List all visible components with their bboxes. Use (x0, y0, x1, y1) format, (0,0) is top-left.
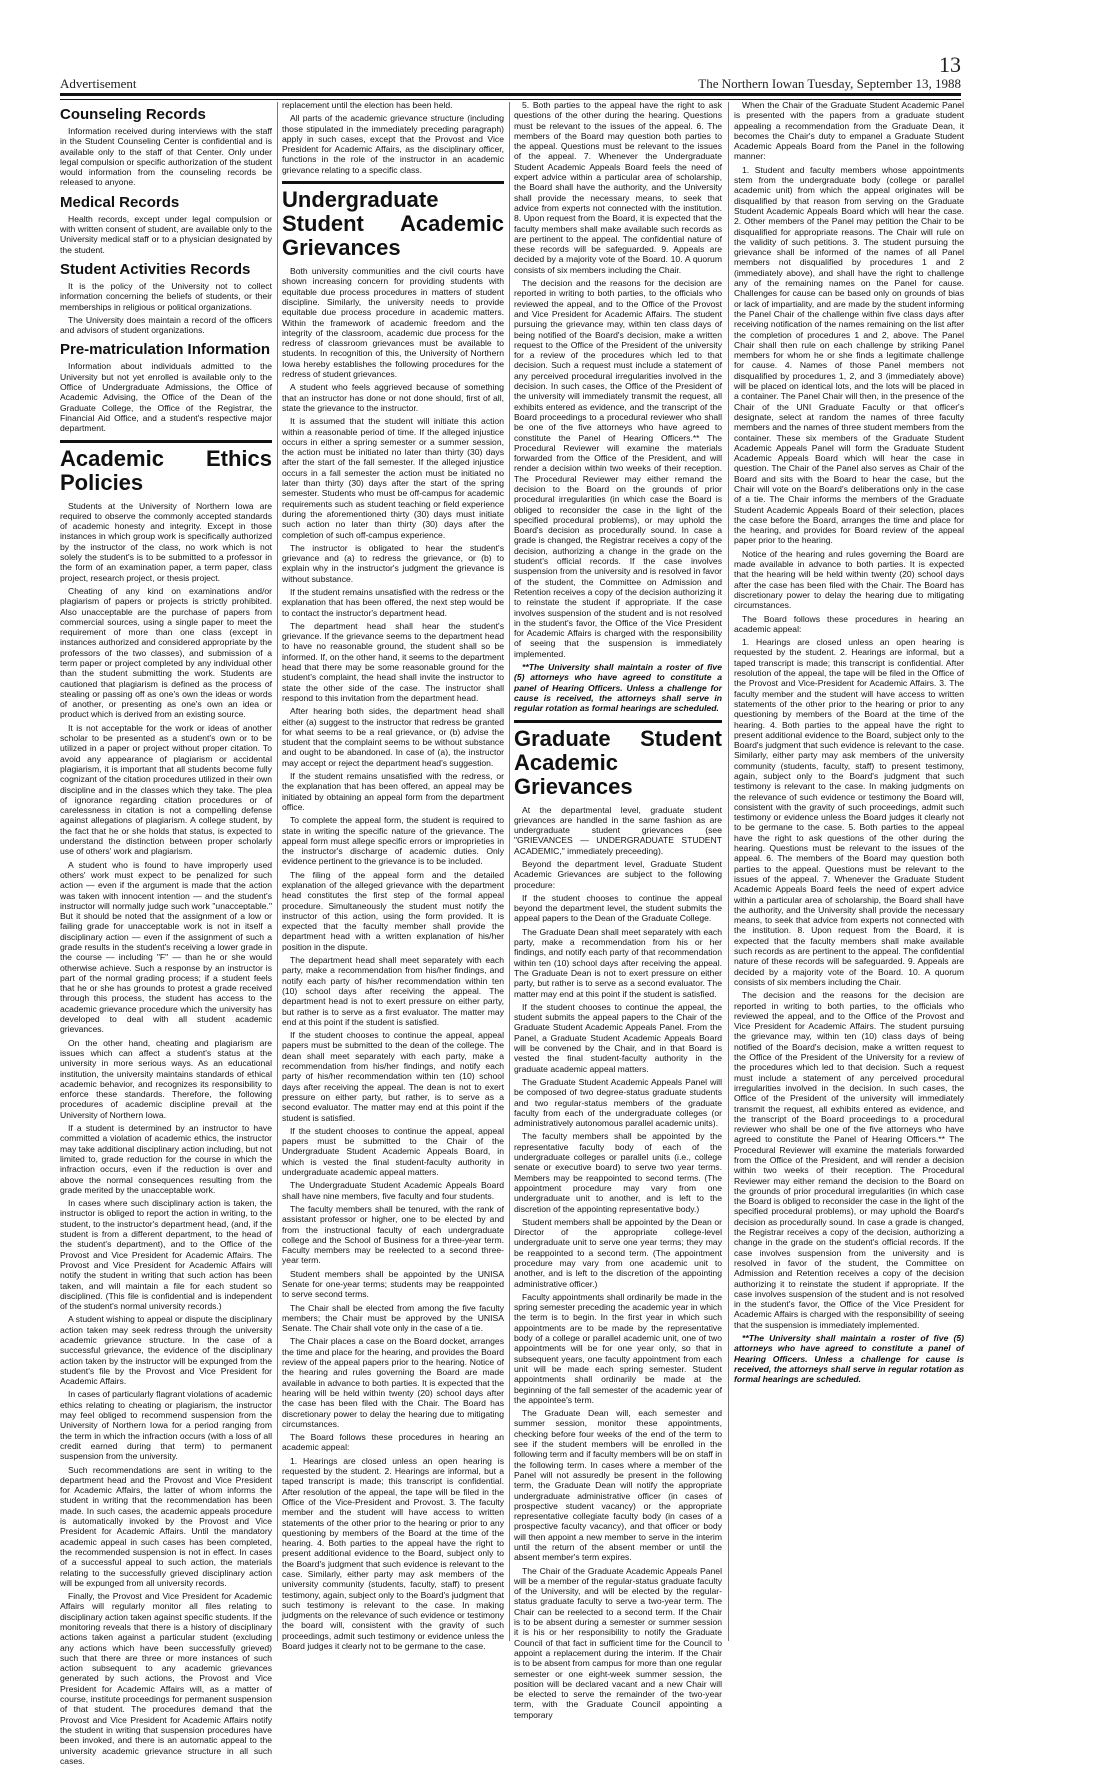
section-label: Advertisement (60, 76, 137, 91)
body-paragraph: If the student chooses to continue the appeal, the student submits the appeal papers to the Chair of the Graduate Student Academic Appeals Panel. From the Panel, a Graduate Student Academic Appeals Board will be convened by the Chair, and in that Board is vested the final student-faculty authority in the graduate academic appeal matters. (514, 1001, 722, 1074)
body-paragraph: Information received during interviews with the staff in the Student Counseling Center is confidential and is available only to the staff of that Center. Only under legal compulsion or specific authorization of the student would information from the counseling records be released to anyone. (60, 126, 272, 188)
body-paragraph: The University does maintain a record of the officers and advisors of student organizations. (60, 314, 272, 336)
body-paragraph: Student members shall be appointed by the Dean or Director of the appropriate college-level undergraduate unit to serve one year terms; they may be reappointed to a second term. (The appointment procedure may vary from one academic unit to another, and is left to the discretion of the appointing administrative officer.) (514, 1216, 722, 1289)
body-paragraph: The faculty members shall be tenured, with the rank of assistant professor or higher, one to be elected by and from the instructional faculty of each undergraduate college and the School of Business for a three-year term. Faculty members may be reelected to a second three-year term. (282, 1203, 504, 1266)
body-paragraph: It is assumed that the student will initiate this action within a reasonable period of time. If the alleged injustice occurs in either a spring semester or a summer session, the action must be initiated no later than thirty (30) days after the start of the fall semester. If the alleged injustice occurs in a fall semester the action must be initiated no later than thirty (30) days after the start of the spring semester. Students who must be off-campus for academic requirements such as student teaching or field experience during the aforementioned thirty (30) days must initiate such action no later than thirty (30) days after the completion of such off-campus experience. (282, 416, 504, 540)
body-paragraph: Beyond the department level, Graduate Student Academic Grievances are subject to the following procedure: (514, 859, 722, 890)
body-paragraph: Faculty appointments shall ordinarily be made in the spring semester preceding the academic year in which the term is to begin. In the first year in which such appointments are to be made by the representative body of a college or parallel academic unit, one of two appointments will be for one year only, so that in subsequent years, one faculty appointment from each unit will be made each spring semester. Student appointments shall ordinarily be made at the beginning of the fall semester of the academic year of the appointee's term. (514, 1291, 722, 1405)
numbered-list: 1. Hearings are closed unless an open hearing is requested by the student. 2. Hearings are informal, but a taped transcript is made; this transcript is confidential. After resolution of the appeal, the tape will be filed in the Office of the Vice-President and Provost. 3. The faculty member and the student will have access to written statements of the other prior to the hearing or prior to any questioning by members of the Board at the time of the hearing. 4. Both parties to the appeal have the right to present additional evidence to the Board, subject only to the Board's judgment that such evidence is relevant to the case. Similarly, either party may ask members of the university community (students, faculty, staff) to present testimony, again, subject only to the Board's judgment that such testimony is relevant to the case. In making judgments on the relevance of such evidence or testimony the board will, consistent with the gravity of such proceedings, admit such testimony or evidence unless the Board judges it clearly not to be germane to the case. (282, 1455, 504, 1652)
issue-date: Tuesday, September 13, 1988 (807, 76, 961, 91)
body-paragraph: Such recommendations are sent in writing to the department head and the Provost and Vice President for Academic Affairs, the latter of whom informs the student in writing that the recommendation has been made. In such cases, the academic appeals procedure is automatically invoked by the Provost and Vice President for Academic Affairs. Until the mandatory academic appeal in such cases has been completed, the recommended suspension is not in effect. In cases of a successful appeal to such action, the materials relating to the successfully grieved disciplinary action will be expunged from all university records. (60, 1464, 272, 1588)
body-paragraph: Both university communities and the civil courts have shown increasing concern for providing students with equitable due process procedures in matters of student discipline. Similarly, the university needs to provide equitable due process procedure in academic matters. Within the framework of academic freedom and the integrity of the classroom, academic due process for the redress of classroom grievances must be available to students. In recognition of this, the University of Northern Iowa hereby establishes the following procedures for the redress of student grievances. (282, 266, 504, 380)
body-paragraph: On the other hand, cheating and plagiarism are issues which can affect a student's status at the university in more serious ways. As an educational institution, the university maintains standards of ethical academic behavior, and recognizes its responsibility to enforce these standards. Therefore, the following procedures of academic discipline prevail at the University of Northern Iowa. (60, 1037, 272, 1120)
page-header (60, 76, 961, 92)
body-paragraph: Notice of the hearing and rules governing the Board are made available in advance to both parties. It is expected that the hearing will be held within twenty (20) school days after the case has been filed with the Chair. The Board has discretionary power to delay the hearing due to mitigating circumstances. (734, 548, 964, 611)
column-2 (282, 100, 504, 1652)
body-paragraph: The faculty members shall be appointed by the representative faculty body of each of the undergraduate colleges or parallel units (i.e., college senate or executive board) to serve two year terms. Members may be reappointed to second terms. (The appointment procedure may vary from one undergraduate unit to another, and is left to the discretion of the appointing representative body.) (514, 1131, 722, 1214)
body-paragraph: If a student is determined by an instructor to have committed a violation of academic ethics, the instructor may take additional disciplinary action including, but not limited to, grade reduction for the course in which the infraction occurs, even if the reduction is over and above the normal consequences resulting from the grade merited by the unacceptable work. (60, 1123, 272, 1195)
column-1 (60, 100, 272, 1766)
body-paragraph: Cheating of any kind on examinations and/or plagiarism of papers or projects is strictly prohibited. Also unacceptable are the purchase of papers from commercial sources, using a single paper to meet the requirement of more than one class (except in instances authorized and considered appropriate by the professors of the two classes), and submission of a term paper or project completed by any individual other than the student submitting the work. Students are cautioned that plagiarism is defined as the process of stealing or passing off as one's own the ideas or words of another, or presenting as one's own an idea or product which is derived from an existing source. (60, 585, 272, 720)
body-paragraph: It is the policy of the University not to collect information concerning the beliefs of students, or their memberships in religious or political organizations. (60, 280, 272, 312)
body-paragraph: A student who feels aggrieved because of something that an instructor has done or not done should, first of all, state the grievance to the instructor. (282, 382, 504, 413)
masthead-date (698, 76, 961, 92)
body-paragraph: The department head shall meet separately with each party, make a recommendation from his/her findings, and notify each party of his/her recommendation within ten (10) school days after receiving the appeal. The department head is not to exert pressure on either party, but rather is to serve as a first evaluator. The matter may end at this point if the student is satisfied. (282, 955, 504, 1027)
footnote: **The University shall maintain a roster of five (5) attorneys who have agreed to constitute a panel of Hearing Officers. Unless a challenge for cause is received, the attorneys shall serve in regular rotation as formal hearings are scheduled. (734, 1333, 964, 1385)
column-4 (734, 100, 964, 1645)
body-paragraph: Finally, the Provost and Vice President for Academic Affairs will regularly monitor all files relating to disciplinary action taken against specific students. If the monitoring reveals that there is a history of disciplinary actions taken against a particular student (excluding any actions which have been successfully grieved) such that there are three or more instances of such action subsequent to any academic grievances generated by such actions, the Provost and Vice President for Academic Affairs will, as a matter of course, institute proceedings for permanent suspension of that student. The procedures demand that the Provost and Vice President for Academic Affairs notify the student in writing that suspension procedures have been invoked, and there is an automatic appeal to the university academic grievance structure in all such cases. (60, 1591, 272, 1766)
body-paragraph: The Graduate Dean shall meet separately with each party, make a recommendation from his or her findings, and notify each party of that recommendation within ten (10) school days after receiving the appeal. The Graduate Dean is not to exert pressure on either party, but rather is to serve as a second evaluator. The matter may end at this point if the student is satisfied. (514, 926, 722, 999)
numbered-list: 1. Student and faculty members whose appointments stem from the undergraduate body (college or parallel academic unit) from which the appeal originates will be disqualified by that reason from serving on the Graduate Student Academic Appeals Board which will hear the case. 2. Other members of the Panel may petition the Chair to be disqualified for appropriate reasons. The Chair will rule on the validity of such petitions. 3. The student pursuing the grievance shall be informed of the names of all Panel members not disqualified by procedures 1 and 2 (immediately above), and shall have the right to challenge any of the remaining names on the Panel for cause. Challenges for cause can be based only on grounds of bias or lack of impartiality, and are made by the student informing the Panel Chair of the challenge within five class days after receiving notification of the names remaining on the list after the completion of procedures 1 and 2, above. The Panel Chair shall then rule on each challenge by striking Panel members for whom he or she finds a legitimate challenge for cause. 4. Names of those Panel members not disqualified by procedures 1, 2, and 3 (immediately above) will be placed on identical lots, and the lots will be placed in a container. The Panel Chair will then, in the presence of the Chair of the UNI Graduate Faculty or that officer's designate, select at random the names of three faculty members and the names of three student members from the container. These six members of the Graduate Student Academic Appeals Panel will form the Graduate Student Academic Appeals Board which will hear the case in question. The Chair of the Panel also serves as Chair of the Board and sits with the Board to hear the case, but the Chair will vote on the Board's deliberations only in the case of a tie. The Chair informs the members of the Graduate Student Academic Appeals Board of their selection, places the case before the Board, arranges the time and place for the hearing, and provides for Board review of the appeal paper prior to the hearing. (734, 164, 964, 546)
body-paragraph: The Board follows these procedures in hearing an academic appeal: (734, 613, 964, 634)
column-divider (277, 102, 278, 1641)
prematriculation-heading: Pre-matriculation Information (60, 341, 271, 359)
publication-name: The Northern Iowan (698, 76, 805, 91)
counseling-records-heading: Counseling Records (60, 106, 206, 123)
body-paragraph: A student wishing to appeal or dispute the disciplinary action taken may seek redress through the university academic grievance structure. In the case of a successful grievance, the evidence of the disciplinary action taken by the instructor will be expunged from the student's file by the Provost and Vice President for Academic Affairs. (60, 1314, 272, 1387)
body-paragraph: When the Chair of the Graduate Student Academic Panel is presented with the papers from a graduate student appealing a recommendation from the Graduate Dean, it becomes the Chair's duty to empanel a Graduate Student Academic Appeals Board from the Panel in the following manner: (734, 100, 964, 162)
academic-ethics-heading: Academic Ethics Policies (60, 445, 272, 495)
body-paragraph: Health records, except under legal compulsion or with written consent of student, are available only to the University medical staff or to a physician designated by the student. (60, 213, 272, 255)
medical-records-heading: Medical Records (60, 193, 180, 211)
body-paragraph: The filing of the appeal form and the detailed explanation of the alleged grievance with the department head constitutes the first step of the formal appeal procedure. Simultaneously the student must notify the instructor of this action, using the form provided. It is expected that the faculty member shall provide the department head with a written explanation of his/her position in the dispute. (282, 869, 504, 952)
section-rule (60, 440, 272, 443)
body-paragraph: After hearing both sides, the department head shall either (a) suggest to the instructor that redress be granted for what seems to be a real grievance, or (b) advise the student that the complaint seems to be without substance and ought to be abandoned. In case of (a), the instructor may accept or reject the department head's suggestion. (282, 706, 504, 768)
section-rule (514, 720, 722, 723)
column-3 (514, 100, 722, 1720)
body-paragraph: The Chair of the Graduate Academic Appeals Panel will be a member of the regular-status graduate faculty of the University, and will be elected by the regular-status graduate faculty to serve a two-year term. The Chair can be reelected to a second term. If the Chair is to be absent during a semester or summer session it is his or her responsibility to notify the Graduate Council of that fact in sufficient time for the Council to appoint a replacement during the interim. If the Chair is to be absent from campus for more than one regular semester or one eight-week summer session, the position will be declared vacant and a new Chair will be elected to serve the remainder of the two-year term, with the Graduate Council appointing a temporary (514, 1565, 722, 1720)
body-paragraph: The department head shall hear the student's grievance. If the grievance seems to the department head to have no reasonable ground, the student shall so be informed. If, on the other hand, it seems to the department head that there may be some reasonable ground for the student's complaint, the head shall invite the instructor to state the other side of the case. The instructor shall respond to this invitation from the department head. (282, 620, 504, 703)
body-paragraph: Student members shall be appointed by the UNISA Senate for one-year terms; students may be reappointed to serve second terms. (282, 1268, 504, 1300)
body-paragraph: If the student remains unsatisfied with the redress or the explanation that has been offered, the next step would be to contact the instructor's department head. (282, 586, 504, 618)
body-paragraph: replacement until the election has been held. (282, 100, 453, 110)
student-activities-heading: Student Activities Records (60, 260, 251, 278)
body-paragraph: The decision and the reasons for the decision are reported in writing to both parties, to the officials who reviewed the appeal, and to the Office of the Provost and Vice President for Academic Affairs. The student pursuing the grievance may, within ten (10) class days of being notified of the Board's decision, make a written request to the Office of the President of the University for a review of the procedures which led to that decision. Such a request must include a statement of any perceived procedural irregularities involved in the decision. In such cases, the Office of the President of the university will immediately transmit the request, all exhibits entered as evidence, and the transcript of the Board proceedings to a procedural reviewer who shall be one of the five attorneys who have agreed to constitute the Panel of Hearing Officers.** The Procedural Reviewer will examine the materials forwarded from the Office of the President, and will render a decision within two weeks of their reception. The Procedural Reviewer may either remand the decision to the Board on the grounds of prior procedural irregularities (in which case the Board is obliged to reconsider the case in the light of the specified procedural problems), or may uphold the Board's decision as procedurally sound. In case a grade is changed, the Registrar receives a copy of the decision, authorizing a change in the grade on the student's official records. If the case involves suspension from the university and is resolved in favor of the student, the Committee on Admission and Retention receives a copy of the decision authorizing it to reinstate the student if appropriate. If the case involves suspension of the student and is not resolved in the student's favor, the Office of the Vice President for Academic Affairs is charged with the responsibility of seeing that the suspension is immediately implemented. (734, 990, 964, 1330)
body-paragraph: Information about individuals admitted to the University but not yet enrolled is available only to the Office of Undergraduate Admissions, the Office of Academic Advising, the Office of the Dean of the Graduate College, the Office of the Registrar, the Financial Aid Office, and a student's respective major department. (60, 361, 272, 434)
body-paragraph: To complete the appeal form, the student is required to state in writing the specific nature of the grievance. The appeal form must allege specific errors or improprieties in the instructor's discharge of academic duties. Only evidence pertinent to the grievance is to be included. (282, 815, 504, 867)
section-rule (282, 181, 504, 184)
body-paragraph: All parts of the academic grievance structure (including those stipulated in the immediately preceding paragraph) apply in such cases, except that the Provost and Vice President for Academic Affairs, as the disciplinary officer, functions in the role of the instructor in an academic grievance relating to a specific class. (282, 113, 504, 175)
body-paragraph: It is not acceptable for the work or ideas of another scholar to be presented as a student's own or to be utilized in a paper or project without proper citation. To avoid any appearance of plagiarism or accidental plagiarism, it is important that all students become fully cognizant of the citation procedures utilized in their own discipline and in the classes which they take. The plea of ignorance regarding citation procedures or of carelessness in citation is not a compelling defense against allegations of plagiarism. A college student, by the fact that he or she holds that status, is expected to understand the distinction between proper scholarly use of others' work and plagiarism. (60, 722, 272, 857)
body-paragraph: The Graduate Student Academic Appeals Panel will be composed of two degree-status graduate students and two regular-status members of the graduate faculty from each of the undergraduate colleges (or administratively autonomous parallel academic units). (514, 1076, 722, 1129)
body-paragraph: The Chair places a case on the Board docket, arranges the time and place for the hearing, and provides the Board review of the appeal papers prior to the hearing. Notice of the hearing and rules governing the Board are made available in advance to both parties. It is expected that the hearing will be held within twenty (20) school days after the case has been filed with the Chair. The Board has discretionary power to delay the hearing due to mitigating circumstances. (282, 1336, 504, 1429)
body-paragraph: In cases of particularly flagrant violations of academic ethics relating to cheating or plagiarism, the instructor may feel obliged to recommend suspension from the University of Northern Iowa for a period ranging from the term in which the infraction occurs (with a loss of all credit earned during that term) to permanent suspension from the university. (60, 1389, 272, 1462)
undergraduate-grievances-heading: Undergraduate Student Academic Grievances (282, 187, 504, 261)
body-paragraph: If the student chooses to continue the appeal, appeal papers must be submitted to the dean of the college. The dean shall meet separately with each party, make a recommendation from his/her findings, and notify each party of his/her recommendation within ten (10) school days after receiving the appeal. The dean is not to exert pressure on either party, but rather, is to serve as a second evaluator. The matter may end at this point if the student is satisfied. (282, 1030, 504, 1123)
body-paragraph: If the student remains unsatisfied with the redress, or the explanation that has been offered, an appeal may be initiated by obtaining an appeal form from the department office. (282, 771, 504, 812)
column-divider (728, 102, 729, 1641)
body-paragraph: At the departmental level, graduate student grievances are handled in the same fashion as are undergraduate student grievances (see "GRIEVANCES — UNDERGRADUATE STUDENT ACADEMIC," immediately preceeding). (514, 804, 722, 856)
graduate-grievances-heading: Graduate Student Academic Grievances (514, 725, 722, 799)
page-number: 13 (939, 52, 961, 77)
body-paragraph: If the student chooses to continue the appeal, appeal papers must be submitted to the Chair of the Undergraduate Student Academic Appeals Board, in which is vested the final student-faculty authority in undergraduate academic appeal matters. (282, 1125, 504, 1178)
numbered-list: 1. Hearings are closed unless an open hearing is requested by the student. 2. Hearings are informal, but a taped transcript is made; this transcript is confidential. After resolution of the appeal, the tape will be filed in the Office of the Provost and Vice-President for Academic Affairs. 3. The faculty member and the student will have access to written statements of the other prior to the hearing or prior to any questioning by members of the Board at the time of the hearing. 4. Both parties to the appeal have the right to present additional evidence to the Board, subject only to the Board's judgment that such evidence is relevant to the case. Similarly, either party may ask members of the university community (students, faculty, staff) to present testimony, again, subject only to the Board's judgment that such testimony is relevant to the case. In making judgments on the relevance of such evidence or testimony the Board will, consistent with the gravity of such proceedings, admit such testimony or evidence unless the Board judges it clearly not to be germane to the case. 5. Both parties to the appeal have the right to ask questions of the other during the hearing. Questions must be relevant to the issues of the appeal. 6. The members of the Board may question both parties to the appeal. Questions must be relevant to the issues of the appeal. 7. Whenever the Graduate Student Academic Appeals Board feels the need of expert advice within a particular area of scholarship, the Board shall have the authority, and the University shall provide the necessary means, to seek that advice from experts not connected with the institution. 8. Upon request from the Board, it is expected that the faculty members shall make available such records as are pertinent to the appeal. The confidential nature of these records will be safeguarded. 9. Appeals are decided by a majority vote of the Board. 10. A quorum consists of six members including the Chair. (734, 637, 964, 987)
body-paragraph: The Undergraduate Student Academic Appeals Board shall have nine members, five faculty and four students. (282, 1180, 504, 1201)
body-paragraph: The decision and the reasons for the decision are reported in writing to both parties, to the officials who reviewed the appeal, and to the Office of the Provost and Vice President for Academic Affairs. The student pursuing the grievance may, within ten class days of being notified of the Board's decision, make a written request to the Office of the President of the university for a review of the procedures which led to that decision. Such a request must include a statement of any perceived procedural irregularities involved in the decision. In such cases, the Office of the President of the university will immediately transmit the request, all exhibits entered as evidence, and the transcript of the Board proceedings to a procedural reviewer who shall be one of the five attorneys who have agreed to constitute the Panel of Hearing Officers.** The Procedural Reviewer will examine the materials forwarded from the Office of the President, and will render a decision within two weeks of their reception. The Procedural Reviewer may either remand the decision to the Board on the grounds of prior procedural irregularities (in which case the Board is obliged to reconsider the case in the light of the specified procedural problems), or may uphold the Board's decision as procedurally sound. In case a grade is changed, the Registrar receives a copy of the decision, authorizing a change in the grade on the student's official records. If the case involves suspension from the university and is resolved in favor of the student, the Committee on Admission and Retention receives a copy of the decision authorizing it to reinstate the student if appropriate. If the case involves suspension of the student and is not resolved in the student's favor, the Office of the Vice President for Academic Affairs is charged with the responsibility of seeing that the suspension is immediately implemented. (514, 278, 722, 659)
body-paragraph: The Graduate Dean will, each semester and summer session, monitor these appointments, checking before four weeks of the end of the term to see if the student members will be enrolled in the following term and if faculty members will be on staff in the following term. In cases where a member of the Panel will not assuredly be present in the following term, the Graduate Dean will notify the appropriate undergraduate administrative officer (in cases of prospective student vacancy) or the appropriate representative collegiate faculty body (in cases of a prospective faculty vacancy), and that officer or body will then appoint a new member to serve in the interim until the return of the absent member or until the absent member's term expires. (514, 1408, 722, 1563)
body-paragraph: If the student chooses to continue the appeal beyond the department level, the student submits the appeal papers to the Dean of the Graduate College. (514, 892, 722, 924)
body-paragraph: The instructor is obligated to hear the student's grievance and (a) to redress the grievance, or (b) to explain why in the instructor's judgment the grievance is without substance. (282, 542, 504, 584)
numbered-list: 5. Both parties to the appeal have the right to ask questions of the other during the hearing. Questions must be relevant to the issues of the appeal. 6. The members of the Board may question both parties to the appeal. Questions must be relevant to the issues of the appeal. 7. Whenever the Undergraduate Student Academic Appeals Board feels the need of expert advice within a particular area of scholarship, the Board shall have the authority, and the University shall provide the necessary means, to seek that advice from experts not connected with the institution. 8. Upon request from the Board, it is expected that the faculty members shall make available such records as are pertinent to the appeal. The confidential nature of these records will be safeguarded. 9. Appeals are decided by a majority vote of the Board. 10. A quorum consists of six members including the Chair. (514, 100, 722, 275)
header-rule (60, 93, 961, 96)
body-paragraph: A student who is found to have improperly used others' work must expect to be penalized for such action — even if the argument is made that the action was taken with innocent intention — and the student's instructor will normally judge such work "unacceptable." But it should be noted that the assignment of a low or failing grade for unacceptable work is not in itself a disciplinary action — even if the assignment of such a grade results in the student's receiving a lower grade in the course — including "F" — than he or she would otherwise achieve. Such a response by an instructor is part of the normal grading process; if a student feels that he or she has grounds to protest a grade received through this process, the student has access to the academic grievance procedure which the university has developed to deal with all student academic grievances. (60, 859, 272, 1035)
footnote: **The University shall maintain a roster of five (5) attorneys who have agreed to constitute a panel of Hearing Officers. Unless a challenge for cause is received, the attorneys shall serve in regular rotation as formal hearings are scheduled. (514, 662, 722, 714)
body-paragraph: Students at the University of Northern Iowa are required to observe the commonly accepted standards of academic honesty and integrity. Except in those instances in which group work is specifically authorized by the instructor of the class, no work which is not solely the student's is to be submitted to a professor in the form of an examination paper, a term paper, class project, research project, or thesis project. (60, 500, 272, 583)
body-paragraph: The Board follows these procedures in hearing an academic appeal: (282, 1432, 504, 1453)
body-paragraph: In cases where such disciplinary action is taken, the instructor is obliged to report the action in writing, to the student, to the instructor's department head, (and, if the student is from a different department, to the head of the student's department), and to the Office of the Provost and Vice President for Academic Affairs. The Provost and Vice President for Academic Affairs will notify the student in writing that such action has been taken, and will maintain a file for each student so disciplined. (This file is confidential and is independent of the student's normal university records.) (60, 1198, 272, 1312)
column-divider (509, 102, 510, 1641)
body-paragraph: The Chair shall be elected from among the five faculty members; the Chair must be approved by the UNISA Senate. The Chair shall vote only in the case of a tie. (282, 1302, 504, 1334)
